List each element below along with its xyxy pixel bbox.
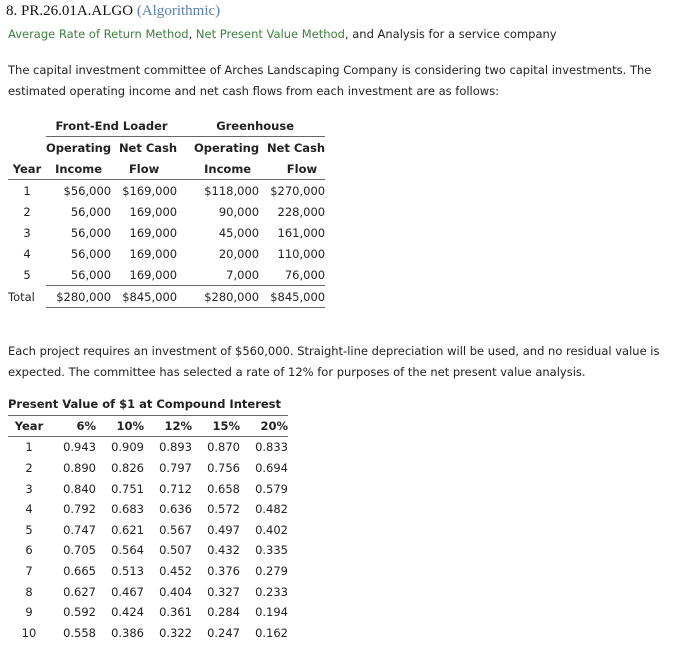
value-cell: 228,000 [277, 204, 326, 219]
value-cell: $118,000 [204, 183, 260, 198]
pv-factor-cell: 0.636 [159, 502, 192, 517]
topic-separator: , [188, 27, 196, 41]
problem-title [6, 3, 220, 20]
pv-factor-cell: 0.432 [207, 543, 240, 558]
total-label: Total [8, 289, 35, 304]
rate-header: 12% [144, 415, 192, 437]
pv-factor-cell: 0.482 [255, 502, 288, 517]
value-cell: 110,000 [277, 246, 326, 261]
intro-paragraph: The capital investment committee of Arches Landscaping Company is considering two capital investments. The estimated operating income and net cash flows from each investment are as follows: [8, 63, 652, 98]
header-year: Year [8, 415, 50, 437]
pv-factor-cell: 0.694 [255, 461, 288, 476]
pv-factor-cell: 0.513 [111, 564, 144, 579]
total-cell: $280,000 [177, 286, 259, 308]
header-operating: Operating [46, 140, 112, 155]
value-cell: 45,000 [218, 225, 260, 240]
year-cell: 8 [25, 584, 33, 599]
value-cell: 56,000 [70, 225, 112, 240]
rate-header: 20% [240, 415, 288, 437]
header-net-cash: Net Cash [266, 140, 326, 155]
value-cell: 161,000 [277, 225, 326, 240]
header-flow: Flow [111, 158, 177, 180]
problem-id: 8. PR.26.01A.ALGO [6, 3, 134, 19]
group-front-end-loader: Front-End Loader [46, 115, 177, 137]
value-cell: $169,000 [122, 183, 178, 198]
value-cell: 56,000 [46, 264, 111, 286]
year-cell: 2 [23, 204, 31, 219]
value-cell: 20,000 [218, 246, 260, 261]
pv-factor-cell: 0.194 [255, 605, 288, 620]
topic-rest: , and Analysis for a service company [344, 27, 557, 41]
table-row [8, 499, 288, 520]
pv-factor-cell: 0.327 [207, 584, 240, 599]
pv-factor-cell: 0.870 [207, 440, 240, 455]
requirement-paragraph: Each project requires an investment of $560,000. Straight-line depreciation will be used, and no residual value is expected. The committee has selected a rate of 12% for purposes of the net present value analysis. [8, 344, 660, 379]
pv-factor-cell: 0.322 [159, 625, 192, 640]
pv-table-title: Present Value of $1 at Compound Interest [8, 394, 288, 415]
year-cell: 6 [25, 543, 33, 558]
pv-factor-cell: 0.893 [159, 440, 192, 455]
pv-factor-cell: 0.376 [207, 564, 240, 579]
table-row [8, 243, 325, 264]
pv-factor-cell: 0.592 [63, 605, 96, 620]
pv-factor-cell: 0.497 [207, 522, 240, 537]
pv-factor-cell: 0.943 [63, 440, 96, 455]
header-operating: Operating [194, 140, 260, 155]
pv-factor-cell: 0.386 [111, 625, 144, 640]
year-cell: 4 [25, 502, 33, 517]
topic-average-rate: Average Rate of Return Method [8, 27, 189, 41]
table-row [8, 540, 288, 561]
value-cell: 169,000 [129, 204, 178, 219]
pv-factor-cell: 0.826 [111, 461, 144, 476]
pv-factor-cell: 0.705 [63, 543, 96, 558]
year-cell: 9 [25, 605, 33, 620]
total-row [8, 286, 325, 308]
pv-factor-cell: 0.840 [63, 481, 96, 496]
total-cell: $845,000 [259, 286, 325, 308]
pv-factor-cell: 0.233 [255, 584, 288, 599]
value-cell: $270,000 [270, 183, 326, 198]
total-cell: $845,000 [111, 286, 177, 308]
pv-factor-cell: 0.361 [159, 605, 192, 620]
present-value-table [8, 394, 288, 643]
value-cell: 56,000 [70, 204, 112, 219]
pv-factor-cell: 0.683 [111, 502, 144, 517]
pv-factor-cell: 0.335 [255, 543, 288, 558]
year-cell: 3 [23, 225, 31, 240]
pv-factor-cell: 0.833 [255, 440, 288, 455]
pv-factor-cell: 0.162 [255, 625, 288, 640]
algorithmic-tag: (Algorithmic) [136, 3, 221, 19]
pv-factor-cell: 0.558 [63, 625, 96, 640]
value-cell: 169,000 [129, 225, 178, 240]
header-income: Income [177, 158, 259, 180]
header-net-cash: Net Cash [118, 140, 178, 155]
pv-factor-cell: 0.627 [63, 584, 96, 599]
pv-factor-cell: 0.467 [111, 584, 144, 599]
table-row [8, 222, 325, 243]
pv-factor-cell: 0.507 [159, 543, 192, 558]
header-year: Year [8, 158, 46, 180]
table-row [8, 623, 288, 644]
header-income: Income [46, 158, 111, 180]
table-row [8, 458, 288, 479]
investment-table [8, 115, 325, 308]
topic-npv: Net Present Value Method [195, 27, 345, 41]
pv-factor-cell: 0.567 [159, 522, 192, 537]
table-row [8, 180, 325, 202]
table-row [8, 201, 325, 222]
year-cell: 7 [25, 564, 33, 579]
table-row [8, 561, 288, 582]
value-cell: 90,000 [218, 204, 260, 219]
year-cell: 3 [25, 481, 33, 496]
topic-line [8, 27, 557, 41]
table-row [8, 581, 288, 602]
pv-factor-cell: 0.658 [207, 481, 240, 496]
pv-factor-cell: 0.756 [207, 461, 240, 476]
pv-factor-cell: 0.404 [159, 584, 192, 599]
pv-factor-cell: 0.564 [111, 543, 144, 558]
year-cell: 1 [25, 440, 33, 455]
rate-header: 15% [192, 415, 240, 437]
year-cell: 10 [21, 625, 37, 640]
pv-factor-cell: 0.792 [63, 502, 96, 517]
header-flow: Flow [259, 158, 325, 180]
value-cell: 169,000 [111, 264, 177, 286]
rate-header: 10% [96, 415, 144, 437]
table-row [8, 437, 288, 458]
pv-factor-cell: 0.579 [255, 481, 288, 496]
pv-factor-cell: 0.279 [255, 564, 288, 579]
pv-factor-cell: 0.665 [63, 564, 96, 579]
value-cell: 169,000 [129, 246, 178, 261]
pv-factor-cell: 0.621 [111, 522, 144, 537]
pv-factor-cell: 0.247 [207, 625, 240, 640]
group-greenhouse: Greenhouse [177, 115, 325, 137]
rate-header: 6% [50, 415, 96, 437]
pv-factor-cell: 0.797 [159, 461, 192, 476]
total-cell: $280,000 [46, 286, 111, 308]
pv-factor-cell: 0.402 [255, 522, 288, 537]
value-cell: 7,000 [177, 264, 259, 286]
pv-factor-cell: 0.452 [159, 564, 192, 579]
year-cell: 2 [25, 461, 33, 476]
value-cell: 76,000 [259, 264, 325, 286]
pv-factor-cell: 0.284 [207, 605, 240, 620]
year-cell: 5 [23, 267, 31, 282]
pv-factor-cell: 0.890 [63, 461, 96, 476]
pv-factor-cell: 0.747 [63, 522, 96, 537]
value-cell: 56,000 [70, 246, 112, 261]
table-row [8, 478, 288, 499]
pv-factor-cell: 0.909 [111, 440, 144, 455]
table-row [8, 264, 325, 286]
year-cell: 1 [23, 183, 31, 198]
year-cell: 4 [23, 246, 31, 261]
pv-factor-cell: 0.572 [207, 502, 240, 517]
year-cell: 5 [25, 522, 33, 537]
pv-factor-cell: 0.712 [159, 481, 192, 496]
table-row [8, 602, 288, 623]
pv-factor-cell: 0.751 [111, 481, 144, 496]
value-cell: $56,000 [63, 183, 112, 198]
pv-factor-cell: 0.424 [111, 605, 144, 620]
table-row [8, 520, 288, 541]
